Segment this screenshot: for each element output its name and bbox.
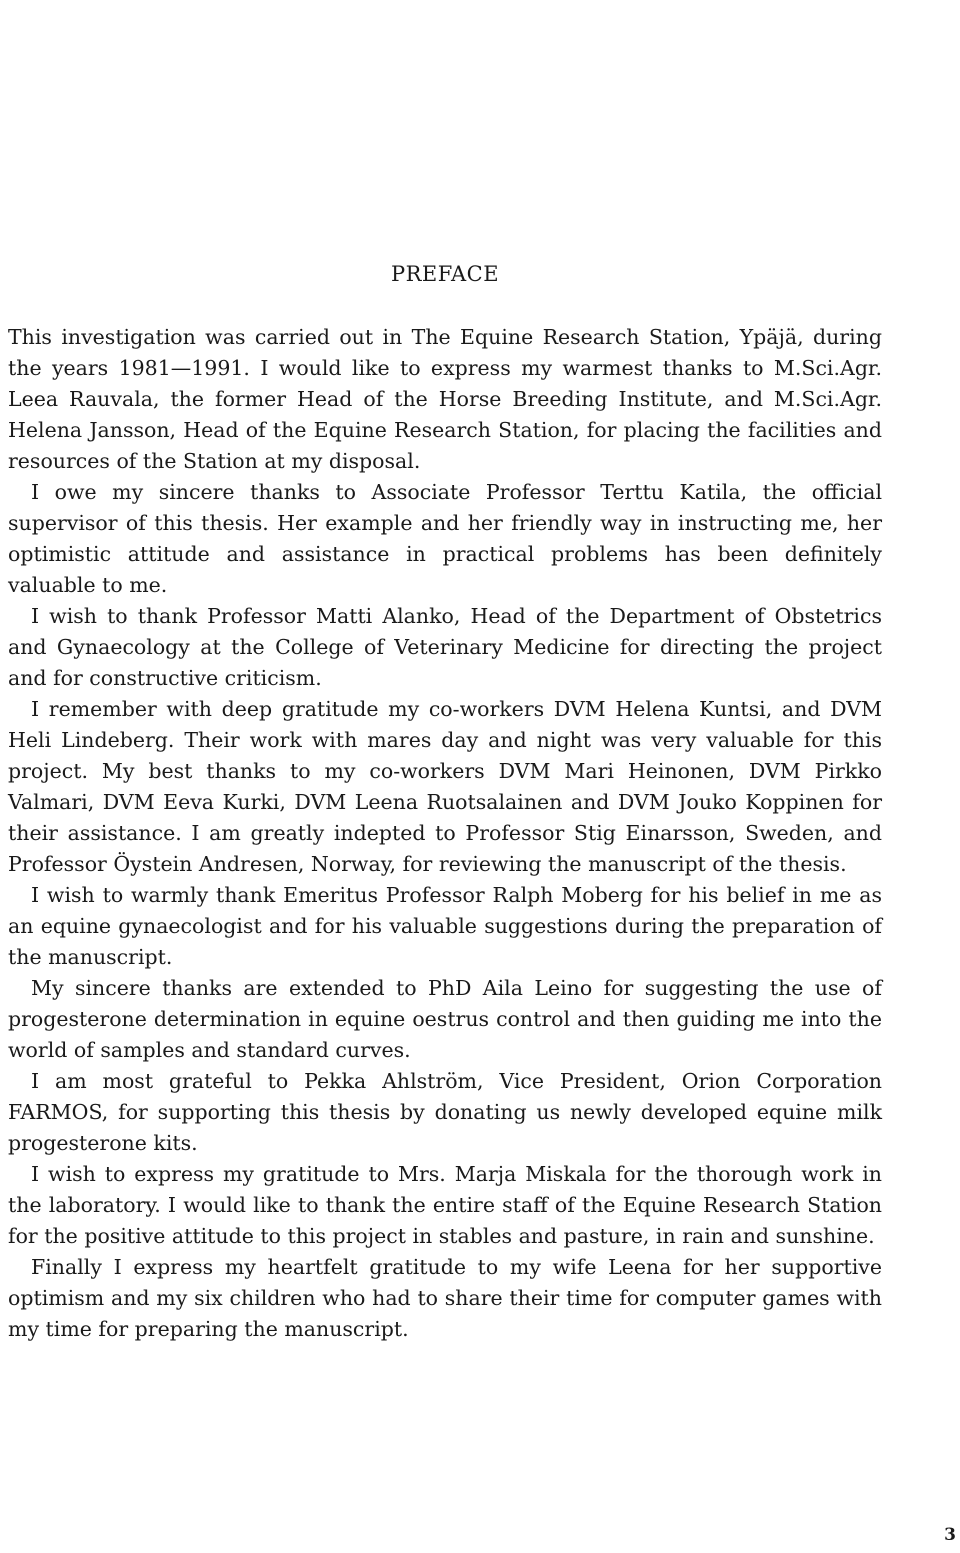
- paragraph-3: I wish to thank Professor Matti Alanko, Head of the Department of Obstetrics and Gynaecology at the College of Veterinary Medicine for directing the project and for constructive criticism.: [8, 604, 882, 690]
- paragraph-4: I remember with deep gratitude my co-workers DVM Helena Kuntsi, and DVM Heli Lindeberg. Their work with mares day and night was very valuable for this project. My best thanks to my co-workers DVM Mari Heinonen, DVM Pirkko Valmari, DVM Eeva Kurki, DVM Leena Ruotsalainen and DVM Jouko Koppinen for their assistance. I am greatly indepted to Professor Stig Einarsson, Sweden, and Professor Öystein Andresen, Norway, for reviewing the manuscript of the thesis.: [8, 697, 882, 876]
- paragraph-7: I am most grateful to Pekka Ahlström, Vice President, Orion Corporation FARMOS, for supporting this thesis by donating us newly developed equine milk progesterone kits.: [8, 1069, 882, 1155]
- paragraph-6: My sincere thanks are extended to PhD Aila Leino for suggesting the use of progesterone determination in equine oestrus control and then guiding me into the world of samples and standard curves.: [8, 976, 882, 1062]
- page-number: 3: [944, 1525, 956, 1545]
- paragraph-9: Finally I express my heartfelt gratitude to my wife Leena for her supportive optimism and my six children who had to share their time for computer games with my time for preparing the manuscript.: [8, 1255, 882, 1341]
- paragraph-5: I wish to warmly thank Emeritus Professor Ralph Moberg for his belief in me as an equine gynaecologist and for his valuable suggestions during the preparation of the manuscript.: [8, 883, 882, 969]
- paragraph-2: I owe my sincere thanks to Associate Professor Terttu Katila, the official supervisor of this thesis. Her example and her friendly way in instructing me, her optimistic attitude and assistance in practical problems has been definitely valuable to me.: [8, 480, 882, 597]
- paragraph-1: This investigation was carried out in The Equine Research Station, Ypäjä, during the years 1981—1991. I would like to express my warmest thanks to M.Sci.Agr. Leea Rauvala, the former Head of the Horse Breeding Institute, and M.Sci.Agr. Helena Jansson, Head of the Equine Research Station, for placing the facilities and resources of the Station at my disposal.: [8, 325, 882, 473]
- paragraph-8: I wish to express my gratitude to Mrs. Marja Miskala for the thorough work in the laboratory. I would like to thank the entire staff of the Equine Research Station for the positive attitude to this project in stables and pasture, in rain and sunshine.: [8, 1162, 882, 1248]
- page-title: PREFACE: [390, 262, 500, 286]
- preface-body: [8, 322, 882, 1345]
